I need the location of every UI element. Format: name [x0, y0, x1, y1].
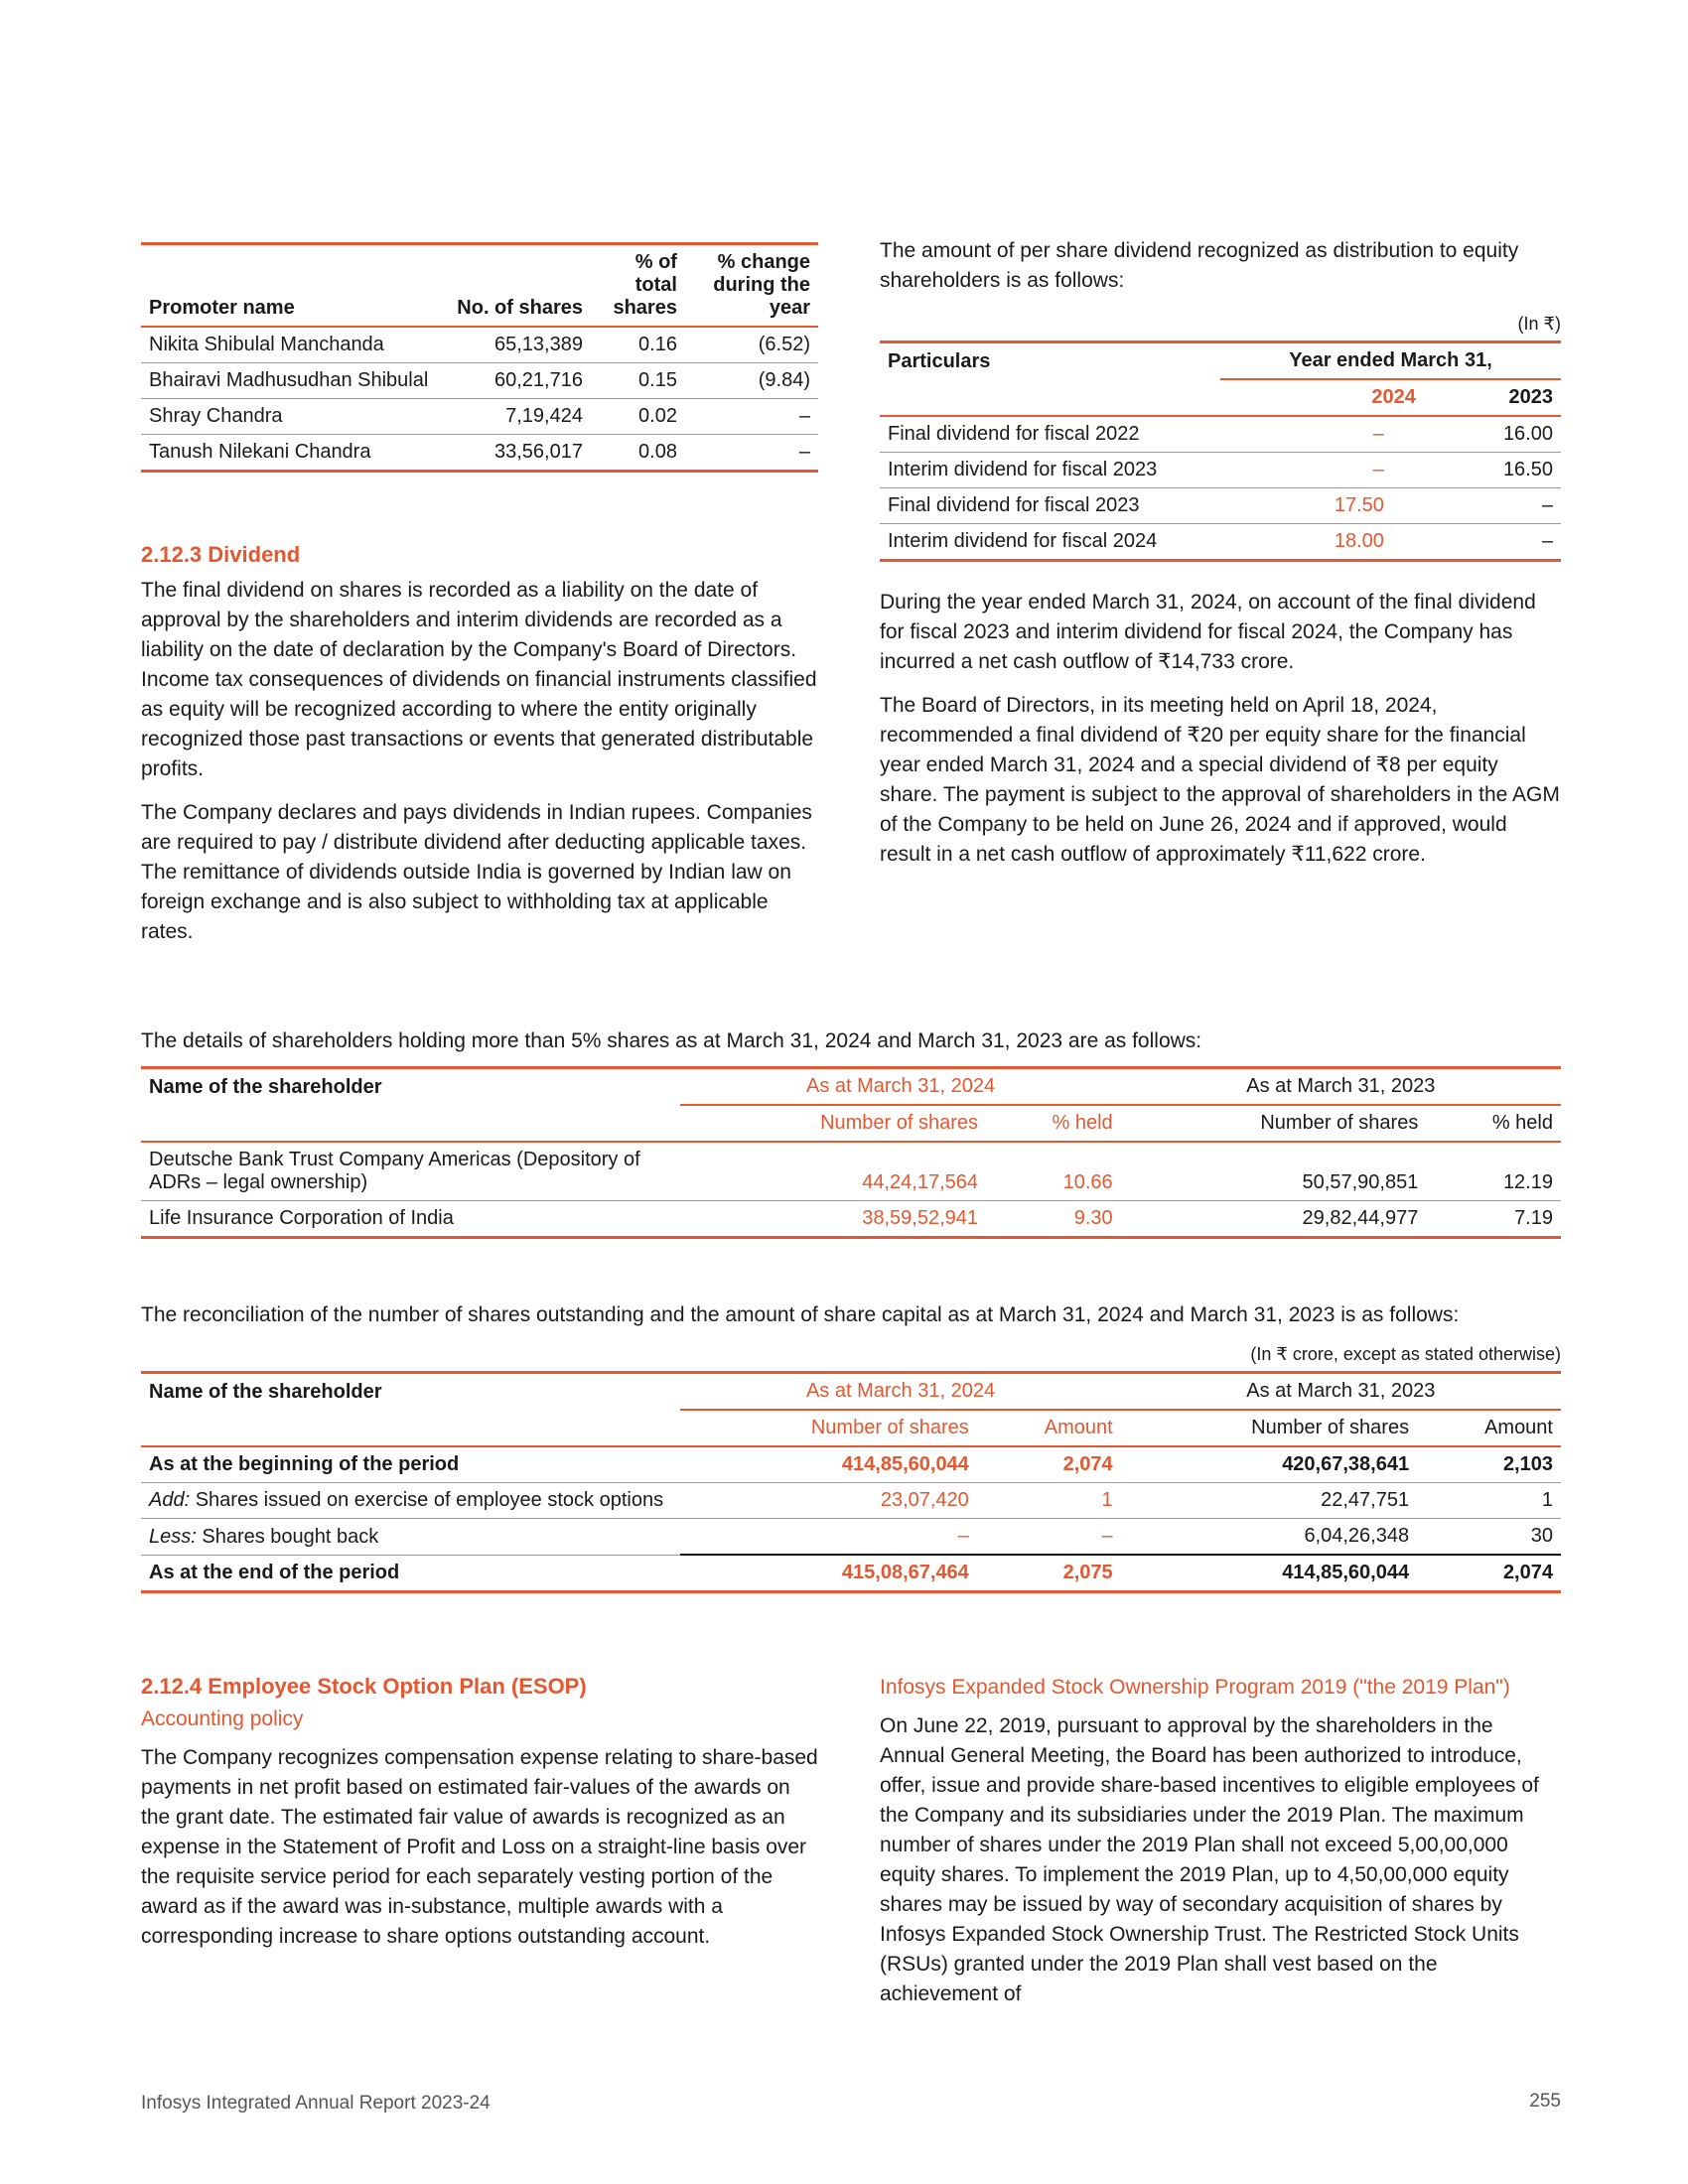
table-row	[880, 524, 1561, 561]
col-2024: 2024	[1371, 386, 1416, 408]
dividend-2024: 18.00	[1334, 530, 1384, 552]
col-no-of-shares: No. of shares	[457, 297, 583, 319]
promoter-name: Nikita Shibulal Manchanda	[141, 327, 444, 363]
table-row	[141, 327, 818, 363]
recon-shares-2024: 414,85,60,044	[680, 1446, 976, 1483]
plan-2019-section	[880, 1676, 1561, 2023]
table-row	[141, 1446, 1561, 1483]
col-period-2024: As at March 31, 2024	[680, 1068, 1120, 1106]
dividend-label: Final dividend for fiscal 2023	[880, 488, 1220, 524]
promoter-shares: 7,19,424	[444, 399, 591, 435]
col-promoter-name: Promoter name	[149, 297, 295, 319]
promoter-name: Tanush Nilekani Chandra	[149, 441, 371, 463]
recon-shares-2023: 414,85,60,044	[1121, 1555, 1417, 1592]
dividend-section	[141, 542, 818, 961]
shareholder-name: Deutsche Bank Trust Company Americas (Depository of ADRs – legal ownership)	[141, 1142, 680, 1201]
recon-shares-2024: 23,07,420	[680, 1483, 976, 1519]
recon-label: As at the end of the period	[141, 1555, 680, 1592]
recon-shares-2023: 22,47,751	[1121, 1483, 1417, 1519]
dividend-2024: –	[1220, 453, 1424, 488]
dividend-label: Interim dividend for fiscal 2023	[880, 453, 1220, 488]
shareholders-intro: The details of shareholders holding more than 5% shares as at March 31, 2024 and March 31, 2023 are as follows:	[141, 1029, 1202, 1052]
dividend-label: Interim dividend for fiscal 2024	[888, 530, 1158, 552]
promoter-pct-change: –	[798, 441, 810, 463]
promoter-pct-change: –	[685, 399, 818, 435]
col-held-2024: % held	[1052, 1112, 1113, 1134]
col-pct-change: % change during the year	[713, 251, 810, 319]
recon-shares-2023: 420,67,38,641	[1121, 1446, 1417, 1483]
unit-note: (In ₹)	[1517, 314, 1561, 334]
per-share-dividend-table	[880, 341, 1561, 562]
table-row	[141, 1483, 1561, 1519]
promoter-pct-change: (6.52)	[685, 327, 818, 363]
col-period-2024: As at March 31, 2024	[680, 1373, 1120, 1411]
dividend-heading: 2.12.3 Dividend	[141, 542, 301, 567]
recon-amount-2023: 1	[1417, 1483, 1561, 1519]
shares-2023: 50,57,90,851	[1121, 1142, 1427, 1201]
promoter-shares: 60,21,716	[444, 363, 591, 399]
promoter-shares: 65,13,389	[444, 327, 591, 363]
col-period-2023: As at March 31, 2023	[1121, 1068, 1561, 1106]
recon-label: Less: Shares bought back	[149, 1525, 379, 1548]
col-held-2023: % held	[1491, 1112, 1553, 1134]
col-shareholder-name: Name of the shareholder	[149, 1381, 382, 1403]
table-row	[141, 399, 818, 435]
recon-amount-2024: 2,075	[977, 1555, 1121, 1592]
table-row	[880, 453, 1561, 488]
col-2023: 2023	[1508, 386, 1553, 408]
promoter-pct-change: (9.84)	[685, 363, 818, 399]
table-row	[141, 1201, 1561, 1238]
plan-2019-para: On June 22, 2019, pursuant to approval by the shareholders in the Annual General Meeting, the Board has been authorized to introduce, offer, issue and provide share-based incentives to eligible employees of the Company and its subsidiaries under the 2019 Plan. The maximum number of shares under the 2019 Plan shall not exceed 5,00,00,000 equity shares. To implement the 2019 Plan, up to 4,50,00,000 equity shares may be issued by way of secondary acquisition of shares by Infosys Expanded Stock Ownership Trust. The Restricted Stock Units (RSUs) granted under the 2019 Plan shall vest based on the achievement of	[880, 1714, 1539, 2005]
reconciliation-section	[141, 1300, 1561, 1593]
dividend-label: Final dividend for fiscal 2022	[880, 416, 1220, 453]
dividend-2023: –	[1541, 530, 1553, 552]
promoter-name: Bhairavi Madhusudhan Shibulal	[141, 363, 444, 399]
shareholders-5pct-section	[141, 1026, 1561, 1239]
promoter-pct-total: 0.16	[591, 327, 685, 363]
dividend-para-2: The Company declares and pays dividends in Indian rupees. Companies are required to pay / distribute dividend after deducting applicable taxes. The remittance of dividends outside India is governed by Indian law on foreign exchange and is also subject to withholding tax at applicable rates.	[141, 801, 812, 943]
table-row	[141, 1519, 1561, 1556]
recon-shares-2024: –	[957, 1525, 969, 1547]
recon-shares-2024: 415,08,67,464	[680, 1555, 976, 1592]
held-2024: 10.66	[986, 1142, 1121, 1201]
shares-2024: 38,59,52,941	[862, 1207, 979, 1229]
table-row	[141, 1142, 1561, 1201]
dividend-2024: 17.50	[1220, 488, 1424, 524]
table-row	[880, 416, 1561, 453]
col-num-2024: Number of shares	[810, 1417, 969, 1438]
held-2024: 9.30	[1073, 1207, 1113, 1229]
footer-report-title: Infosys Integrated Annual Report 2023-24	[141, 2093, 491, 2114]
recon-amount-2024: 1	[977, 1483, 1121, 1519]
promoters-table	[141, 242, 818, 473]
promoter-name: Shray Chandra	[141, 399, 444, 435]
shareholder-name: Life Insurance Corporation of India	[149, 1207, 454, 1229]
col-pct-total: % of total shares	[613, 251, 677, 319]
per-share-intro: The amount of per share dividend recognized as distribution to equity shareholders is as follows:	[880, 239, 1519, 292]
promoter-shares: 33,56,017	[494, 441, 583, 463]
promoter-pct-total: 0.15	[591, 363, 685, 399]
recon-label: As at the beginning of the period	[141, 1446, 680, 1483]
col-num-2023: Number of shares	[1260, 1112, 1419, 1134]
table-row	[141, 363, 818, 399]
shareholders-table	[141, 1066, 1561, 1239]
held-2023: 12.19	[1426, 1142, 1561, 1201]
esop-heading: 2.12.4 Employee Stock Option Plan (ESOP)	[141, 1674, 587, 1699]
esop-para: The Company recognizes compensation expense relating to share-based payments in net profit based on estimated fair-values of the awards on the grant date. The estimated fair value of awards is recognized as an expense in the Statement of Profit and Loss on a straight-line basis over the requisite service period for each separately vesting portion of the award as if the award was in-substance, multiple awards with a corresponding increase to share options outstanding account.	[141, 1746, 818, 1948]
col-amt-2023: Amount	[1484, 1417, 1553, 1438]
dividend-para-1: The final dividend on shares is recorded as a liability on the date of approval by the shareholders and interim dividends are recorded as a liability on the date of declaration by the Company's Board of Directors. Income tax consequences of dividends on financial instruments classified as equity will be recognized according to where the entity originally recognized those past transactions or events that generated distributable profits.	[141, 579, 817, 780]
col-num-2023: Number of shares	[1251, 1417, 1410, 1438]
shares-2024: 44,24,17,564	[680, 1142, 986, 1201]
col-year-ended: Year ended March 31,	[1220, 342, 1561, 380]
accounting-policy-subheading: Accounting policy	[141, 1707, 304, 1730]
dividend-2023: 16.00	[1424, 416, 1561, 453]
page-number: 255	[1529, 2091, 1561, 2112]
col-particulars: Particulars	[888, 350, 991, 372]
reconciliation-unit: (In ₹ crore, except as stated otherwise)	[1250, 1344, 1561, 1364]
recon-amount-2023: 30	[1530, 1525, 1553, 1547]
promoter-pct-total: 0.02	[591, 399, 685, 435]
col-amt-2024: Amount	[1044, 1417, 1113, 1438]
per-share-dividend-section	[880, 236, 1561, 884]
esop-section	[141, 1674, 818, 1966]
cash-outflow-para: During the year ended March 31, 2024, on account of the final dividend for fiscal 2023 and interim dividend for fiscal 2024, the Company has incurred a net cash outflow of ₹14,733 crore.	[880, 591, 1536, 673]
recon-amount-2024: –	[1101, 1525, 1113, 1547]
recon-shares-2023: 6,04,26,348	[1304, 1525, 1410, 1547]
table-row	[141, 1555, 1561, 1592]
recon-label: Add: Shares issued on exercise of employee stock options	[141, 1483, 680, 1519]
col-num-2024: Number of shares	[820, 1112, 979, 1134]
promoters-table-block	[141, 242, 818, 473]
table-row	[141, 435, 818, 472]
promoter-pct-total: 0.08	[638, 441, 677, 463]
col-period-2023: As at March 31, 2023	[1121, 1373, 1561, 1411]
held-2023: 7.19	[1514, 1207, 1553, 1229]
dividend-2024: –	[1220, 416, 1424, 453]
table-row	[880, 488, 1561, 524]
shares-2023: 29,82,44,977	[1302, 1207, 1419, 1229]
dividend-2023: 16.50	[1424, 453, 1561, 488]
dividend-2023: –	[1424, 488, 1561, 524]
reconciliation-table	[141, 1371, 1561, 1593]
recon-amount-2023: 2,074	[1417, 1555, 1561, 1592]
reconciliation-intro: The reconciliation of the number of shares outstanding and the amount of share capital as at March 31, 2024 and March 31, 2023 is as follows:	[141, 1303, 1460, 1326]
recon-amount-2023: 2,103	[1417, 1446, 1561, 1483]
recon-amount-2024: 2,074	[977, 1446, 1121, 1483]
plan-2019-heading: Infosys Expanded Stock Ownership Program 2019 ("the 2019 Plan")	[880, 1676, 1510, 1699]
col-shareholder-name: Name of the shareholder	[149, 1076, 382, 1098]
board-recommendation-para: The Board of Directors, in its meeting held on April 18, 2024, recommended a final dividend of ₹20 per equity share for the financial year ended March 31, 2024 and a special dividend of ₹8 per equity share. The payment is subject to the approval of shareholders in the AGM of the Company to be held on June 26, 2024 and if approved, would result in a net cash outflow of approximately ₹11,622 crore.	[880, 694, 1560, 866]
